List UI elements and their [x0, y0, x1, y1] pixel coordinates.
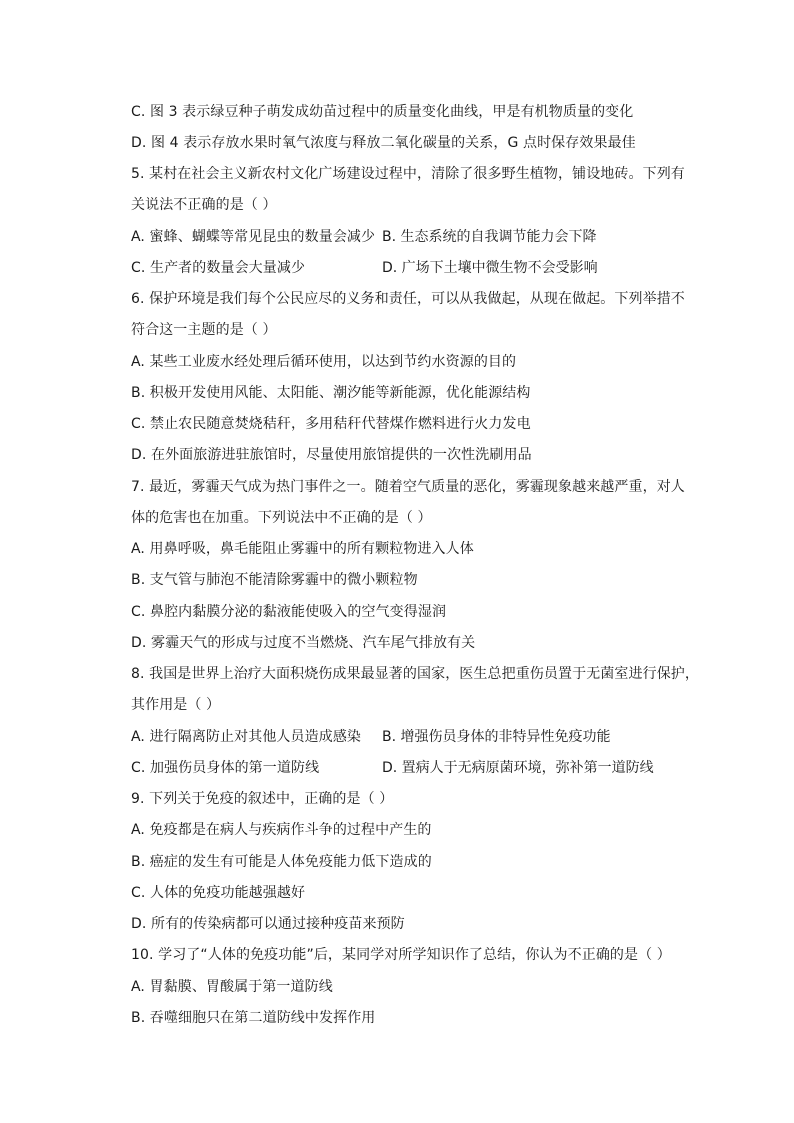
q9-option-d: D. 所有的传染病都可以通过接种疫苗来预防 [131, 916, 405, 932]
q7-option-c: C. 鼻腔内黏膜分泌的黏液能使吸入的空气变得湿润 [131, 604, 447, 620]
q7-stem-line1: 7. 最近，雾霾天气成为热门事件之一。随着空气质量的恶化，雾霾现象越来越严重，对人 [131, 479, 685, 495]
q8-option-d: D. 置病人于无病原菌环境，弥补第一道防线 [382, 760, 654, 776]
q5-stem-line1: 5. 某村在社会主义新农村文化广场建设过程中，清除了很多野生植物，铺设地砖。下列有 [131, 166, 685, 182]
q8-option-b: B. 增强伤员身体的非特异性免疫功能 [382, 729, 611, 745]
q5-option-c: C. 生产者的数量会大量减少 [131, 260, 306, 276]
q8-stem-line1: 8. 我国是世界上治疗大面积烧伤成果最显著的国家，医生总把重伤员置于无菌室进行保护， [131, 666, 700, 682]
q6-option-b: B. 积极开发使用风能、太阳能、潮汐能等新能源，优化能源结构 [131, 385, 531, 401]
q10-option-b: B. 吞噬细胞只在第二道防线中发挥作用 [131, 1010, 376, 1026]
q9-option-c: C. 人体的免疫功能越强越好 [131, 885, 306, 901]
q8-stem-line2: 其作用是（ ） [131, 697, 221, 713]
q7-option-d: D. 雾霾天气的形成与过度不当燃烧、汽车尾气排放有关 [131, 635, 476, 651]
q5-option-d: D. 广场下土壤中微生物不会受影响 [382, 260, 598, 276]
q7-option-b: B. 支气管与肺泡不能清除雾霾中的微小颗粒物 [131, 572, 418, 588]
q10-option-a: A. 胃黏膜、胃酸属于第一道防线 [131, 979, 333, 995]
q9-stem-line1: 9. 下列关于免疫的叙述中，正确的是（ ） [131, 791, 394, 807]
q9-option-b: B. 癌症的发生有可能是人体免疫能力低下造成的 [131, 854, 432, 870]
q6-option-d: D. 在外面旅游进驻旅馆时，尽量使用旅馆提供的一次性洗刷用品 [131, 447, 532, 463]
q4-option-d: D. 图 4 表示存放水果时氧气浓度与释放二氧化碳量的关系，G 点时保存效果最佳 [131, 135, 636, 151]
q7-stem-line2: 体的危害也在加重。下列说法中不正确的是（ ） [131, 510, 432, 526]
q5-stem-line2: 关说法不正确的是（ ） [131, 197, 277, 213]
q7-option-a: A. 用鼻呼吸，鼻毛能阻止雾霾中的所有颗粒物进入人体 [131, 541, 474, 557]
q4-option-c: C. 图 3 表示绿豆种子萌发成幼苗过程中的质量变化曲线，甲是有机物质量的变化 [131, 104, 634, 120]
q8-option-c: C. 加强伤员身体的第一道防线 [131, 760, 320, 776]
q10-stem-line1: 10. 学习了“人体的免疫功能”后，某同学对所学知识作了总结，你认为不正确的是（ ） [131, 947, 671, 963]
q6-stem-line2: 符合这一主题的是（ ） [131, 322, 277, 338]
q9-option-a: A. 免疫都是在病人与疾病作斗争的过程中产生的 [131, 822, 432, 838]
q8-option-a: A. 进行隔离防止对其他人员造成感染 [131, 729, 362, 745]
q6-stem-line1: 6. 保护环境是我们每个公民应尽的义务和责任，可以从我做起，从现在做起。下列举措不 [131, 291, 685, 307]
q5-option-a: A. 蜜蜂、蝴蝶等常见昆虫的数量会减少 [131, 229, 376, 245]
q6-option-a: A. 某些工业废水经处理后循环使用，以达到节约水资源的目的 [131, 354, 517, 370]
q6-option-c: C. 禁止农民随意焚烧秸秆，多用秸秆代替煤作燃料进行火力发电 [131, 416, 531, 432]
q5-option-b: B. 生态系统的自我调节能力会下降 [382, 229, 597, 245]
